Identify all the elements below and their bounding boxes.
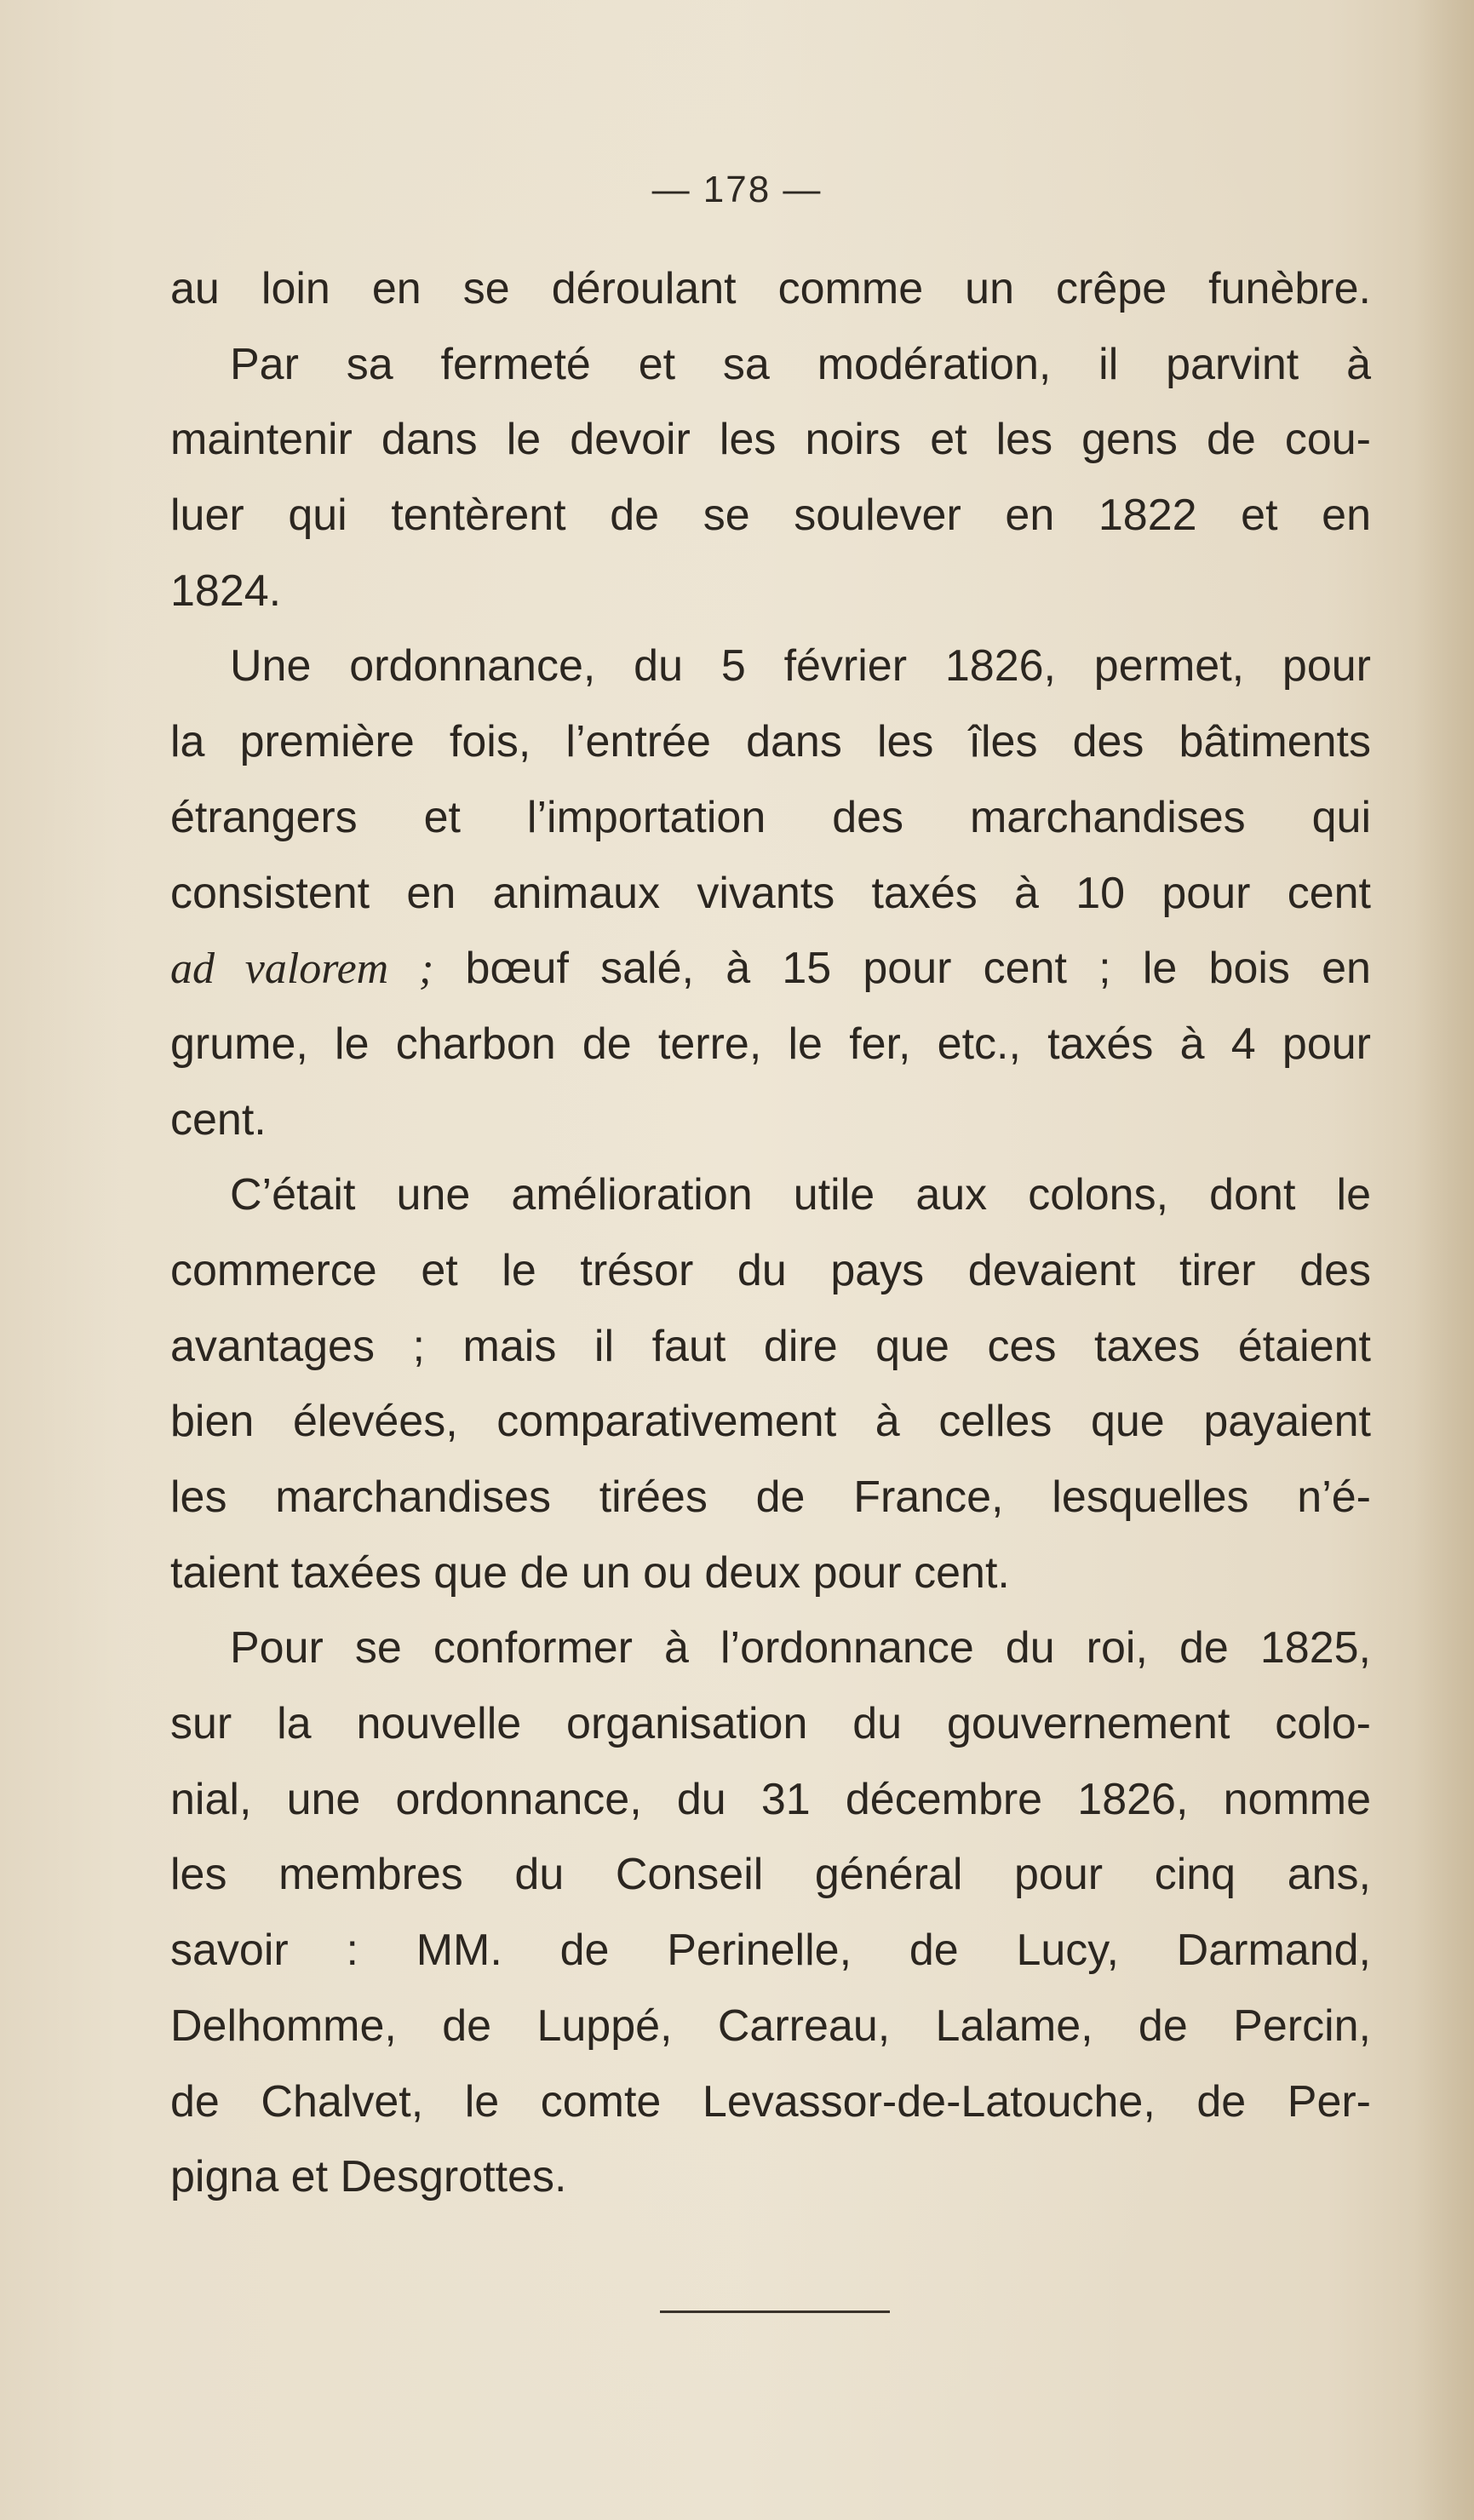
paragraph-start-line: Une ordonnance, du 5 février 1826, permet, pour <box>230 641 1371 692</box>
section-end-rule <box>660 2310 890 2313</box>
paragraph-start-line: Pour se conformer à l’ordonnance du roi, de 1825, <box>230 1623 1371 1673</box>
text-line: avantages ; mais il faut dire que ces taxes étaient <box>170 1321 1371 1371</box>
text-line: grume, le charbon de terre, le fer, etc., taxés à 4 pour <box>170 1019 1371 1069</box>
italic-phrase: ad valorem ; <box>170 944 434 994</box>
text-line: les marchandises tirées de France, lesquelles n’é- <box>170 1472 1371 1522</box>
paragraph-end-line: pigna et Desgrottes. <box>170 2152 567 2202</box>
text-line: luer qui tentèrent de se soulever en 1822 et en <box>170 491 1371 541</box>
page-number: — 178 — <box>651 169 823 210</box>
text-line-with-italic <box>170 931 1371 1007</box>
paragraph-end-line: cent. <box>170 1094 267 1145</box>
text-line: au loin en se déroulant comme un crêpe funèbre. <box>170 264 1371 313</box>
text-line: la première fois, l’entrée dans les îles des bâtiments <box>170 717 1371 767</box>
body-text <box>170 251 1371 2215</box>
text-line: maintenir dans le devoir les noirs et les gens de cou- <box>170 415 1371 465</box>
text-line: nial, une ordonnance, du 31 décembre 1826, nomme <box>170 1774 1371 1824</box>
text-line: sur la nouvelle organisation du gouvernement colo- <box>170 1699 1371 1749</box>
text-line-rest: bœuf salé, à 15 pour cent ; le bois en <box>465 944 1371 994</box>
text-line: Delhomme, de Luppé, Carreau, Lalame, de Percin, <box>170 2001 1371 2051</box>
text-line: consistent en animaux vivants taxés à 10 pour cent <box>170 868 1371 918</box>
text-line: bien élevées, comparativement à celles que payaient <box>170 1397 1371 1447</box>
text-line: commerce et le trésor du pays devaient tirer des <box>170 1245 1371 1295</box>
paragraph-start-line: C’était une amélioration utile aux colons, dont le <box>230 1170 1371 1220</box>
text-line: les membres du Conseil général pour cinq ans, <box>170 1850 1371 1900</box>
paragraph-end-line: taient taxées que de un ou deux pour cent. <box>170 1547 1010 1598</box>
text-line: de Chalvet, le comte Levassor-de-Latouche, de Per- <box>170 2076 1371 2127</box>
text-line: étrangers et l’importation des marchandises qui <box>170 792 1371 842</box>
text-line: savoir : MM. de Perinelle, de Lucy, Darmand, <box>170 1926 1371 1976</box>
paragraph-end-line: 1824. <box>170 565 282 616</box>
paragraph-start-line: Par sa fermeté et sa modération, il parvint à <box>230 339 1371 389</box>
